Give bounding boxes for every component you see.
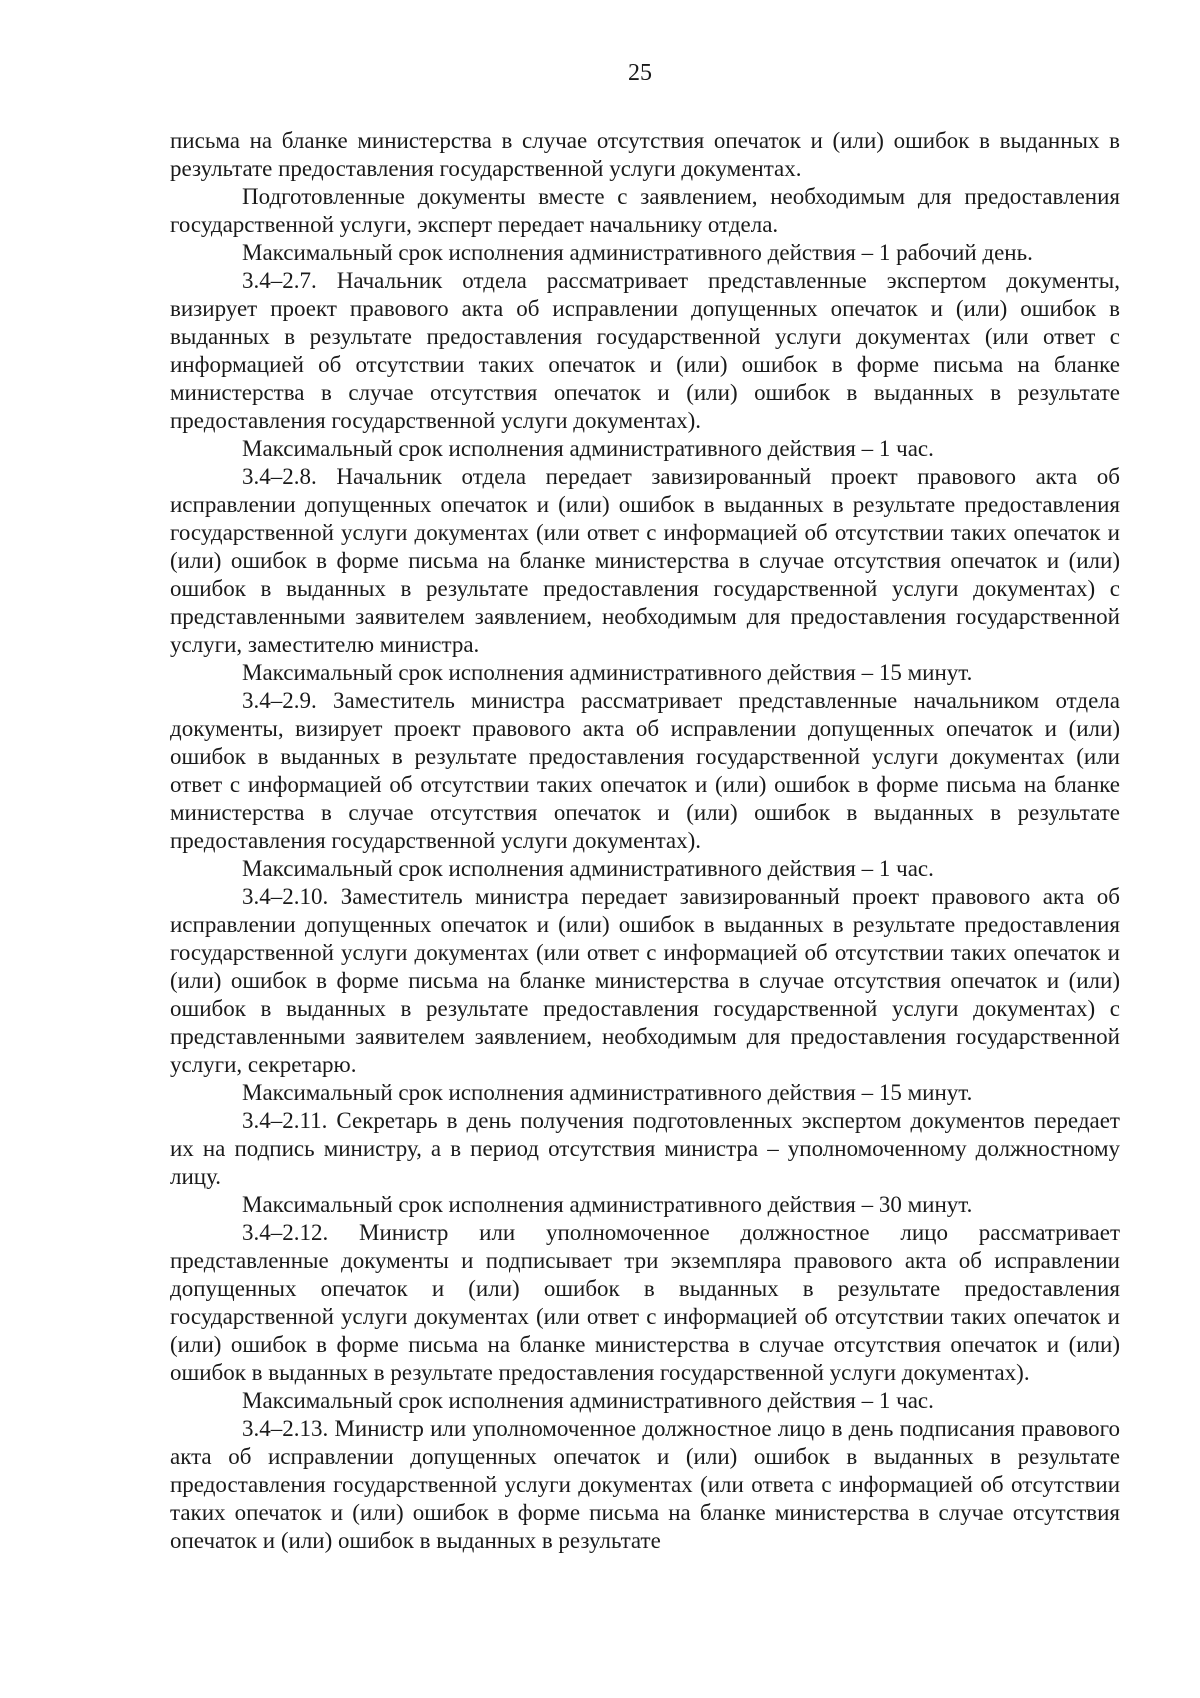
paragraph: Максимальный срок исполнения административного действия – 1 рабочий день. <box>242 240 1033 265</box>
paragraph: письма на бланке министерства в случае отсутствия опечаток и (или) ошибок в выданных в результате предоставления государственной услуги документах. <box>170 128 1120 181</box>
paragraph: Максимальный срок исполнения административного действия – 1 час. <box>242 1388 934 1413</box>
paragraph: 3.4–2.11. Секретарь в день получения подготовленных экспертом документов передает их на подпись министру, а в период отсутствия министра – уполномоченному должностному лицу. <box>170 1108 1120 1189</box>
paragraph: Максимальный срок исполнения административного действия – 15 минут. <box>242 1080 973 1105</box>
paragraph: Максимальный срок исполнения административного действия – 1 час. <box>242 436 934 461</box>
paragraph: 3.4–2.7. Начальник отдела рассматривает представленные экспертом документы, визирует проект правового акта об исправлении допущенных опечаток и (или) ошибок в выданных в результате предоставления государственной услуги документах (или ответ с информацией об отсутствии таких опечаток и (или) ошибок в форме письма на бланке министерства в случае отсутствия опечаток и (или) ошибок в выданных в результате предоставления государственной услуги документах). <box>170 268 1120 433</box>
paragraph: Максимальный срок исполнения административного действия – 30 минут. <box>242 1192 973 1217</box>
paragraph: Максимальный срок исполнения административного действия – 15 минут. <box>242 660 973 685</box>
page-number: 25 <box>628 60 652 86</box>
paragraph: Максимальный срок исполнения административного действия – 1 час. <box>242 856 934 881</box>
paragraph: Подготовленные документы вместе с заявлением, необходимым для предоставления государственной услуги, эксперт передает начальнику отдела. <box>170 184 1120 237</box>
paragraph: 3.4–2.10. Заместитель министра передает завизированный проект правового акта об исправлении допущенных опечаток и (или) ошибок в выданных в результате предоставления государственной услуги документах (или ответ с информацией об отсутствии таких опечаток и (или) ошибок в форме письма на бланке министерства в случае отсутствия опечаток и (или) ошибок в выданных в результате предоставления государственной услуги документах) с представленными заявителем заявлением, необходимым для предоставления государственной услуги, секретарю. <box>170 884 1120 1077</box>
paragraph: 3.4–2.12. Министр или уполномоченное должностное лицо рассматривает представленные документы и подписывает три экземпляра правового акта об исправлении допущенных опечаток и (или) ошибок в выданных в результате предоставления государственной услуги документах (или ответ с информацией об отсутствии таких опечаток и (или) ошибок в форме письма на бланке министерства в случае отсутствия опечаток и (или) ошибок в выданных в результате предоставления государственной услуги документах). <box>170 1220 1120 1385</box>
paragraph: 3.4–2.8. Начальник отдела передает завизированный проект правового акта об исправлении допущенных опечаток и (или) ошибок в выданных в результате предоставления государственной услуги документах (или ответ с информацией об отсутствии таких опечаток и (или) ошибок в форме письма на бланке министерства в случае отсутствия опечаток и (или) ошибок в выданных в результате предоставления государственной услуги документах) с представленными заявителем заявлением, необходимым для предоставления государственной услуги, заместителю министра. <box>170 464 1120 657</box>
document-body <box>170 127 1120 1555</box>
paragraph: 3.4–2.9. Заместитель министра рассматривает представленные начальником отдела документы, визирует проект правового акта об исправлении допущенных опечаток и (или) ошибок в выданных в результате предоставления государственной услуги документах (или ответ с информацией об отсутствии таких опечаток и (или) ошибок в форме письма на бланке министерства в случае отсутствия опечаток и (или) ошибок в выданных в результате предоставления государственной услуги документах). <box>170 688 1120 853</box>
paragraph: 3.4–2.13. Министр или уполномоченное должностное лицо в день подписания правового акта об исправлении допущенных опечаток и (или) ошибок в выданных в результате предоставления государственной услуги документах (или ответа с информацией об отсутствии таких опечаток и (или) ошибок в форме письма на бланке министерства в случае отсутствия опечаток и (или) ошибок в выданных в результате <box>170 1416 1120 1553</box>
